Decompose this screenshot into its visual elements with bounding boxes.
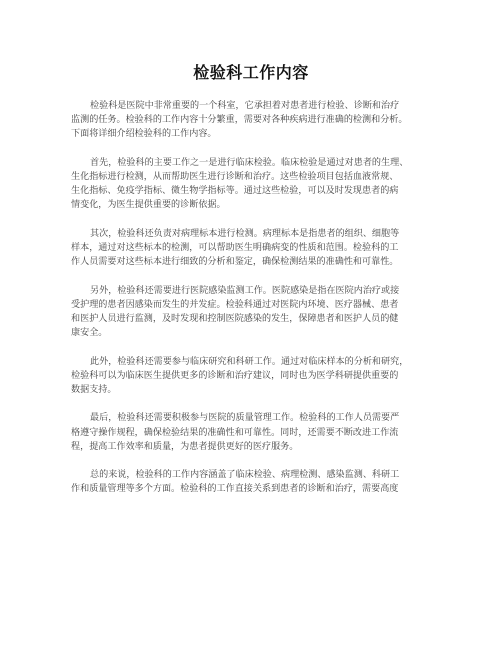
text-line: 其次，检验科还负责对病理标本进行检测。病理标本是指患者的组织、细胞等 bbox=[90, 228, 400, 239]
text-line: 最后，检验科还需要积极参与医院的质量管理工作。检验科的工作人员需要严 bbox=[90, 413, 400, 424]
paragraph-pathology bbox=[71, 227, 431, 270]
paragraph-quality-management bbox=[71, 411, 431, 454]
text-line: 首先，检验科的主要工作之一是进行临床检验。临床检验是通过对患者的生理、 bbox=[90, 157, 409, 168]
text-line: 此外，检验科还需要参与临床研究和科研工作。通过对临床样本的分析和研究， bbox=[90, 356, 409, 367]
text-line: 下面将详细介绍检验科的工作内容。 bbox=[71, 129, 217, 140]
text-line: 数据支持。 bbox=[71, 385, 117, 395]
paragraph-clinical-testing bbox=[71, 156, 431, 213]
text-line: 监测的任务。检验科的工作内容十分繁重，需要对各种疾病进行准确的检测和分析。 bbox=[71, 115, 408, 126]
document-body bbox=[71, 99, 431, 511]
text-line: 作和质量管理等多个方面。检验科的工作直接关系到患者的诊断和治疗，需要高度 bbox=[71, 484, 399, 495]
text-line: 作人员需要对这些标本进行细致的分析和鉴定，确保检测结果的准确性和可靠性。 bbox=[71, 257, 399, 268]
paragraph-summary bbox=[71, 468, 431, 496]
text-line: 受护理的患者因感染而发生的并发症。检验科通过对医院内环境、医疗器械、患者 bbox=[71, 299, 399, 310]
text-line: 和医护人员进行监测，及时发现和控制医院感染的发生，保障患者和医护人员的健 bbox=[71, 314, 399, 324]
paragraph-infection-monitoring bbox=[71, 284, 431, 341]
text-line: 总的来说，检验科的工作内容涵盖了临床检验、病理检测、感染监测、科研工 bbox=[90, 470, 400, 481]
text-line: 另外，检验科还需要进行医院感染监测工作。医院感染是指在医院内治疗或接 bbox=[90, 285, 400, 296]
text-line: 生化指标、免疫学指标、微生物学指标等。通过这些检验，可以及时发现患者的病 bbox=[71, 186, 399, 197]
text-line: 样本，通过对这些标本的检测，可以帮助医生明确病变的性质和范围。检验科的工 bbox=[71, 243, 399, 253]
document-title: 检验科工作内容 bbox=[193, 63, 309, 82]
text-line: 格遵守操作规程，确保检验结果的准确性和可靠性。同时，还需要不断改进工作流 bbox=[71, 427, 399, 438]
paragraph-research bbox=[71, 355, 431, 398]
paragraph-intro bbox=[71, 99, 431, 142]
text-line: 生化指标进行检测，从而帮助医生进行诊断和治疗。这些检验项目包括血液常规、 bbox=[71, 172, 399, 182]
text-line: 程，提高工作效率和质量，为患者提供更好的医疗服务。 bbox=[71, 441, 299, 452]
text-line: 康安全。 bbox=[71, 328, 108, 339]
text-line: 检验科可以为临床医生提供更多的诊断和治疗建议，同时也为医学科研提供重要的 bbox=[71, 370, 399, 381]
text-line: 情变化，为医生提供重要的诊断依据。 bbox=[71, 200, 226, 211]
text-line: 检验科是医院中非常重要的一个科室，它承担着对患者进行检验、诊断和治疗 bbox=[90, 101, 400, 111]
